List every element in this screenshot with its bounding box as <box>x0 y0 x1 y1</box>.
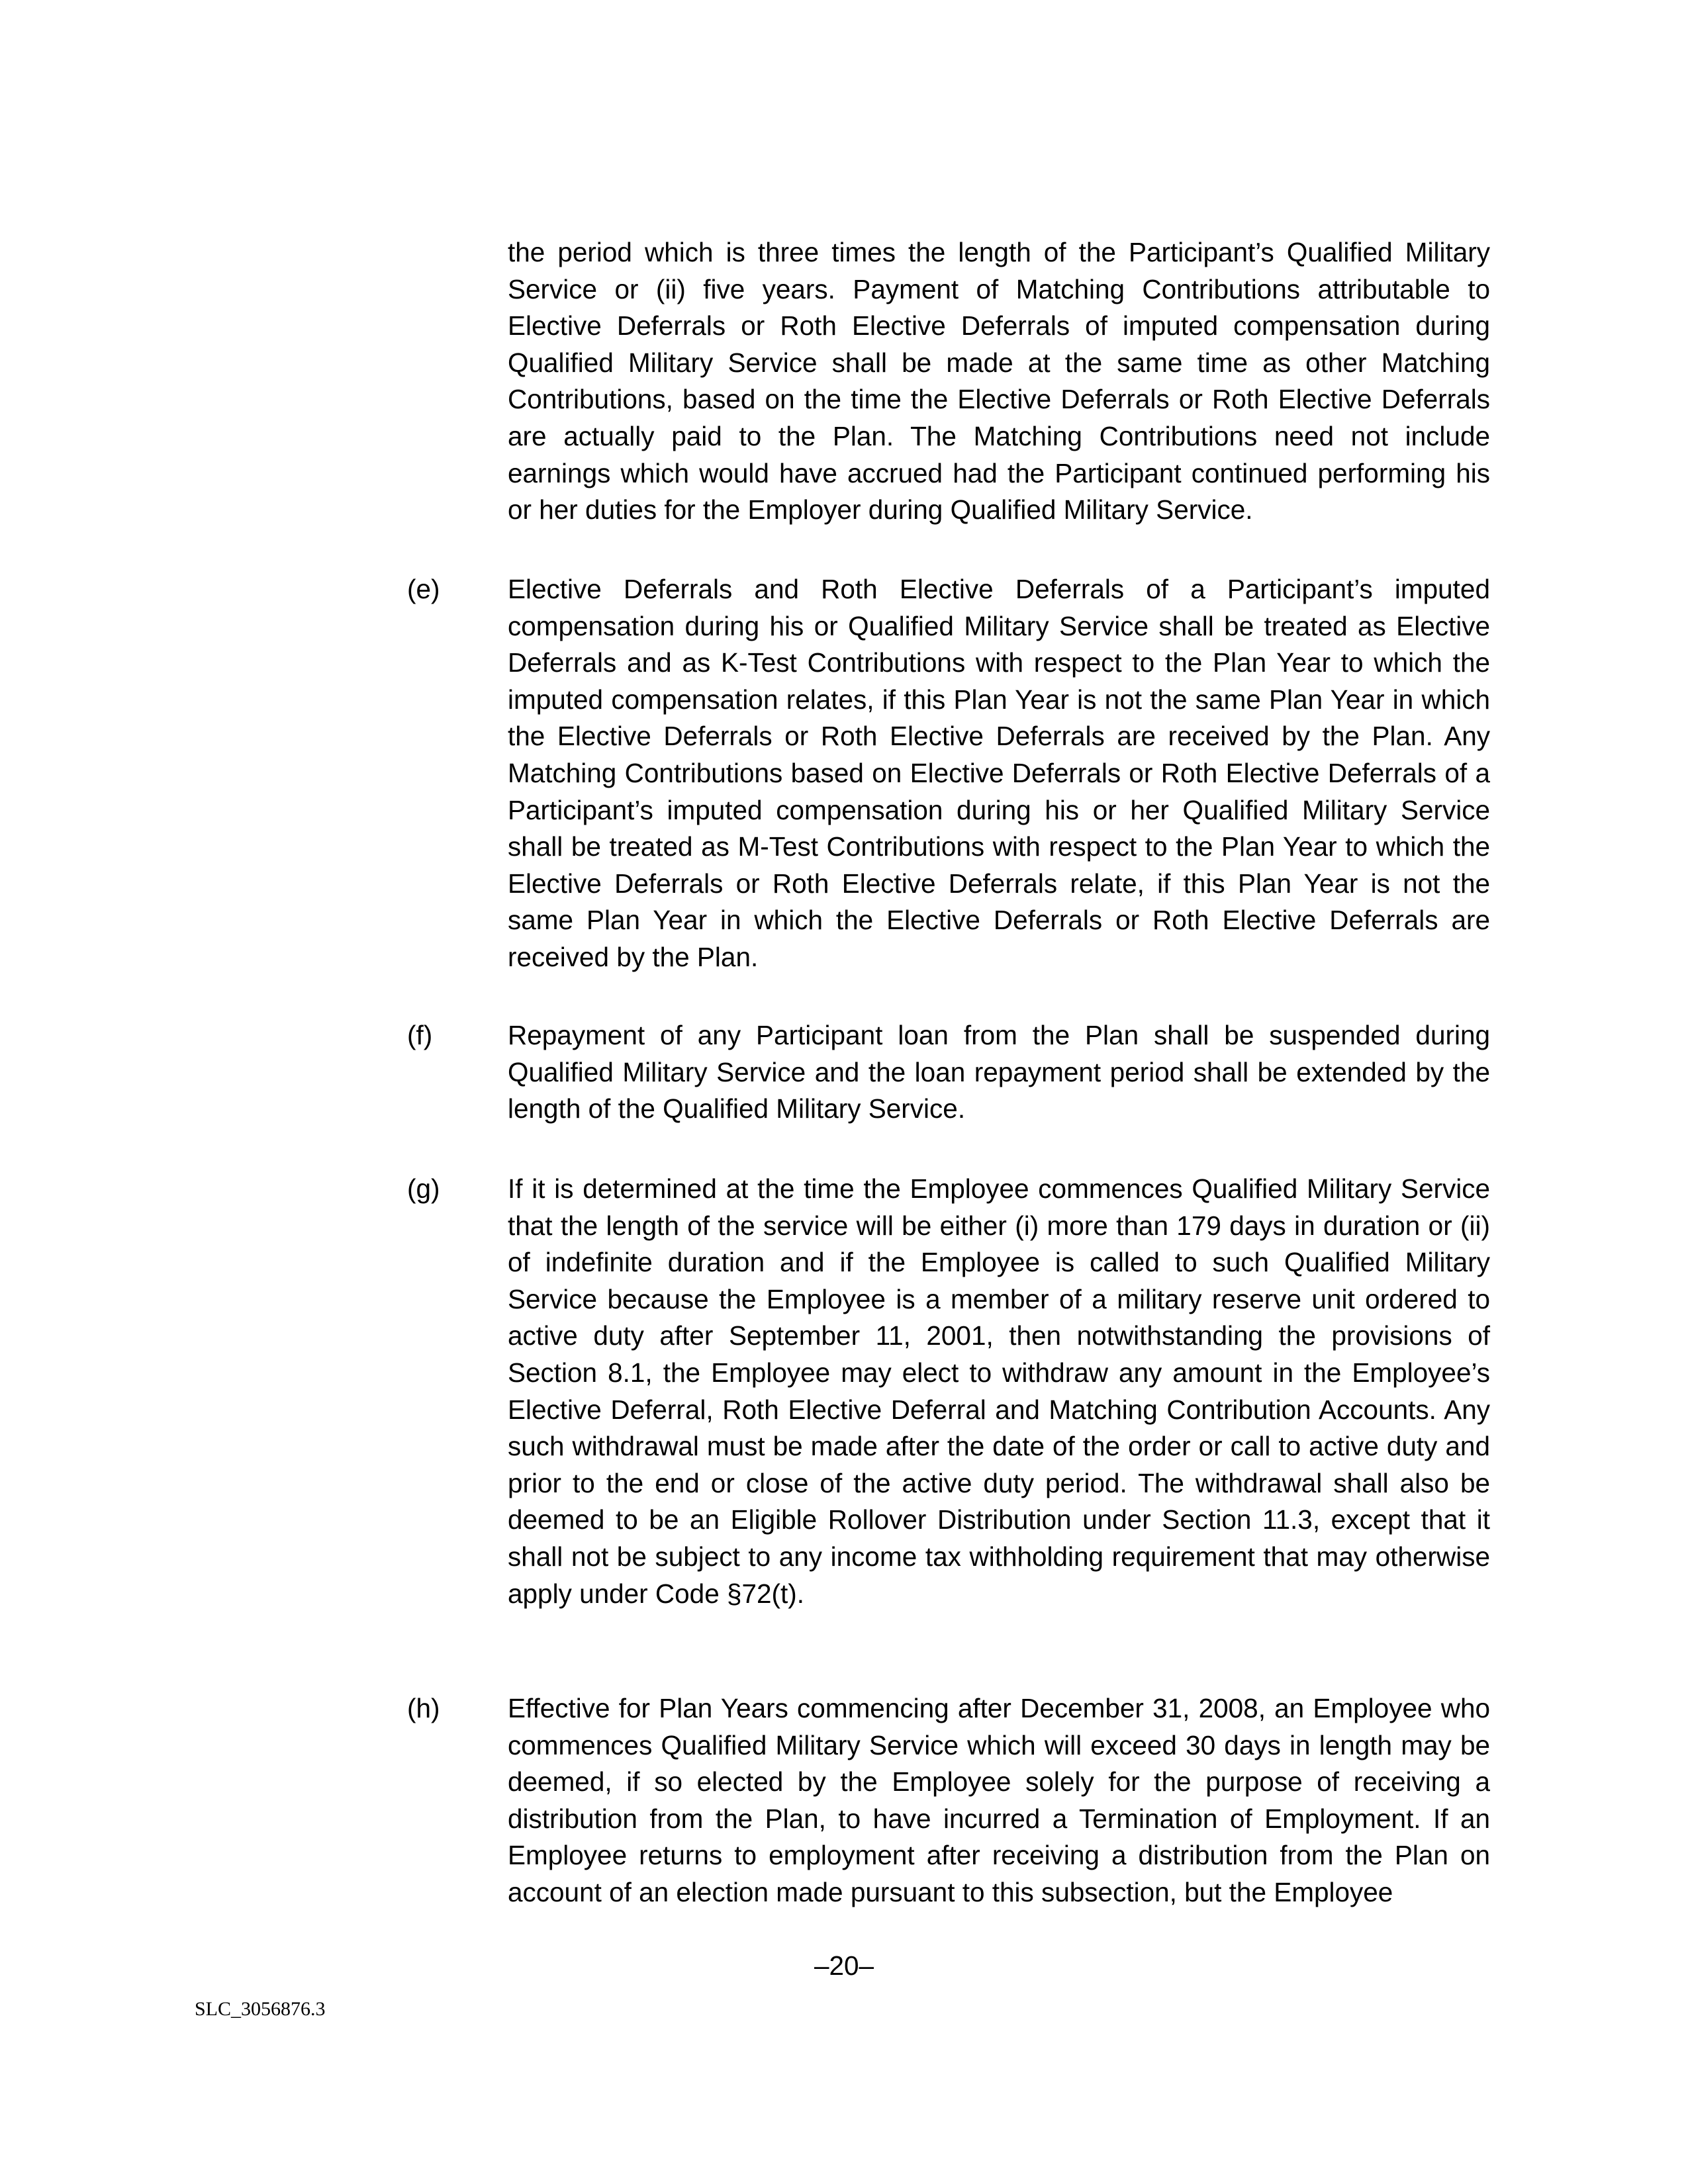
subsection-marker-f: (f) <box>407 1020 433 1050</box>
subsection-text-g: If it is determined at the time the Employee commences Qualified Military Service that the length of the service will be either (i) more than 179 days in duration or (ii) of indefinite duration and if the Employee is called to such Qualified Military Service because the Employee is a member of a military reserve unit ordered to active duty after September 11, 2001, then notwithstanding the provisions of Section 8.1, the Employee may elect to withdraw any amount in the Employee’s Elective Deferral, Roth Elective Deferral and Matching Contribution Accounts. Any such withdrawal must be made after the date of the order or call to active duty and prior to the end or close of the active duty period. The withdrawal shall also be deemed to be an Eligible Rollover Distribution under Section 11.3, except that it shall not be subject to any income tax withholding requirement that may otherwise apply under Code §72(t). <box>508 1173 1490 1609</box>
subsection-text-h: Effective for Plan Years commencing after December 31, 2008, an Employee who commences Qualified Military Service which will exceed 30 days in length may be deemed, if so elected by the Employee solely for the purpose of receiving a distribution from the Plan, to have incurred a Termination of Employment. If an Employee returns to employment after receiving a distribution from the Plan on account of an election made pursuant to this subsection, but the Employee <box>508 1693 1490 1907</box>
document-id: SLC_3056876.3 <box>195 1998 326 2020</box>
continuation-paragraph: the period which is three times the length of the Participant’s Qualified Military Service or (ii) five years. Payment of Matching Contributions attributable to Elective Deferrals or Roth Elective Deferrals of imputed compensation during Qualified Military Service shall be made at the same time as other Matching Contributions, based on the time the Elective Deferrals or Roth Elective Deferrals are actually paid to the Plan. The Matching Contributions need not include earnings which would have accrued had the Participant continued performing his or her duties for the Employer during Qualified Military Service. <box>508 237 1490 525</box>
subsection-marker-e: (e) <box>407 574 440 604</box>
subsection-marker-g: (g) <box>407 1173 440 1204</box>
subsection-text-e: Elective Deferrals and Roth Elective Deferrals of a Participant’s imputed compensation during his or Qualified Military Service shall be treated as Elective Deferrals and as K-Test Contributions with respect to the Plan Year to which the imputed compensation relates, if this Plan Year is not the same Plan Year in which the Elective Deferrals or Roth Elective Deferrals are received by the Plan. Any Matching Contributions based on Elective Deferrals or Roth Elective Deferrals of a Participant’s imputed compensation during his or her Qualified Military Service shall be treated as M-Test Contributions with respect to the Plan Year to which the Elective Deferrals or Roth Elective Deferrals relate, if this Plan Year is not the same Plan Year in which the Elective Deferrals or Roth Elective Deferrals are received by the Plan. <box>508 574 1490 972</box>
subsection-text-f: Repayment of any Participant loan from the Plan shall be suspended during Qualified Military Service and the loan repayment period shall be extended by the length of the Qualified Military Service. <box>508 1020 1490 1124</box>
page-number: –20– <box>814 1950 874 1981</box>
subsection-marker-h: (h) <box>407 1693 440 1723</box>
